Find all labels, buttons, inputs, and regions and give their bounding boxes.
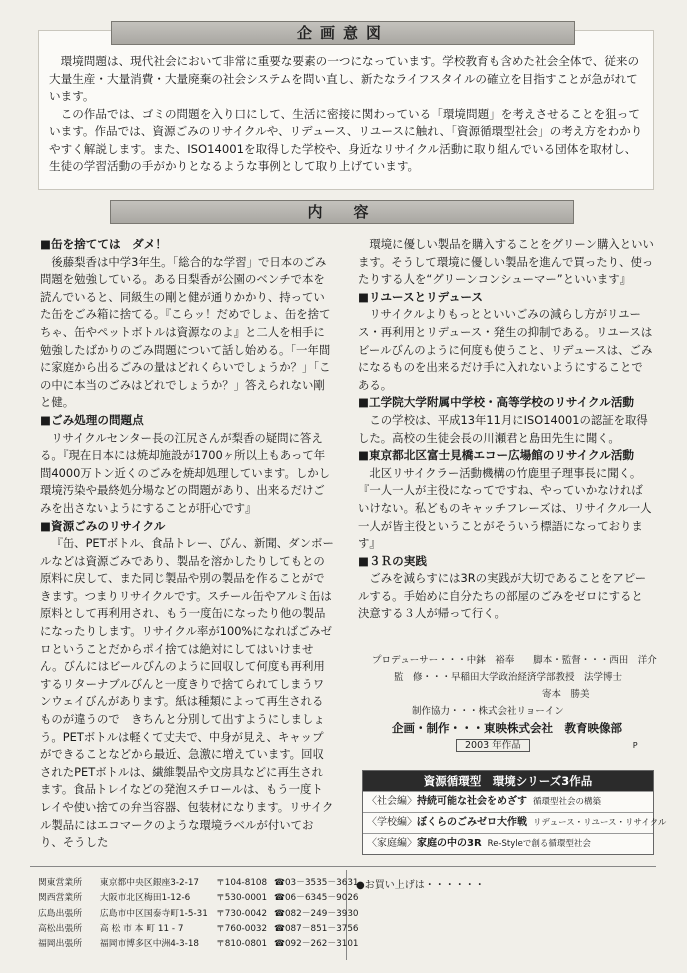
content-right-column [358,236,654,623]
office-name: 高松出張所 [38,923,82,934]
office-row [38,922,359,937]
content-title: 内 容 [110,200,574,224]
section-text: 『缶、PETボトル、食品トレー、びん、新聞、ダンボールなどは資源ごみであり、製品を溶かしたりしてもとの原料に戻して、また同じ製品や別の製品を作ることができます。つまりリサイクルです。スチール缶やアルミ缶は原料として再利用され、もう一度缶になったり他の製品になったりします。リサイクル率が100%になればごみゼロということだからポイ捨ては絶対にしてはいけません。びんにはビールびんのように回収して何度も再利用するリターナブルびんと一度きりで捨てられてしまうワンウェイびんがあります。紙は種類によって再生されるものが違うので きちんと分別して出すようにしましょう。PETボトルは軽くて丈夫で、中身が見え、キャップができることなどから最近、急激に増えています。回収されたPETボトルは、繊維製品や文房具などに再生されます。食品トレイなどの発泡スチロールは、もう一度トレイや使い捨ての弁当容器、包装材になります。リサイクル製品にはエコマークのような環境ラベルが付いており、そうした [40,536,334,850]
series-category: 〈家庭編〉 [367,838,417,849]
series-sub: リデュース・リユース・リサイクル [533,818,667,828]
section-text: リサイクルセンター長の江尻さんが梨香の疑問に答える。『現在日本には焼却施設が1700ヶ所以上もあって年間4000万トン近くのごみを焼却処理しています。しかし環境汚染や最終処分場などの問題があり、出来るだけごみを出さないようにすることが肝心です』 [40,430,331,515]
section-heading: ■ 工学院大学附属中学校・高等学校のリサイクル活動 [358,394,654,412]
series-item [363,833,653,854]
series-name: 持続可能な社会をめざす [417,796,527,807]
series-box [362,770,667,855]
office-zip: 〒810-0801 [215,939,268,950]
office-address: 福岡市博多区中洲4-3-18 [99,939,200,950]
office-row [38,937,359,952]
intro-paragraph-1: 環境問題は、現代社会において非常に重要な要素の一つになっています。学校教育も含めた社会全体で、従来の大量生産・大量消費・大量廃棄の社会システムを問い直し、新たなライフスタイルの確立を目指すことが急がれています。 [49,54,640,103]
office-phone: ☎087－851－3756 [274,923,359,934]
section-text: ごみを減らすには3Rの実践が大切であることをアピールする。手始めに自分たちの部屋のごみをゼロにすると決意する３人が帰って行く。 [358,571,647,621]
office-name: 関東営業所 [38,878,82,888]
credits [372,652,657,754]
section-heading: ■ 東京都北区富士見橋エコー広場館のリサイクル活動 [358,447,654,465]
office-phone: ☎092－262－3101 [274,939,359,950]
supervisor-name: 寄本 勝美 [542,689,590,700]
office-address: 東京都中央区銀座3-2-17 [99,878,200,888]
office-address: 広島市中区国泰寺町1-5-31 [99,908,208,919]
office-phone: ☎03－3535－3631 [274,878,359,888]
purchase-label: ●お買い上げは・・・・・・ [356,880,485,891]
supervisor-credit: 監 修・・・早稲田大学政治経済学部教授 法学博士 [394,672,623,683]
section-text: 北区リサイクラー活動機構の竹鹿里子理事長に聞く。『一人一人が主役になってですね、やっていかなければいけない。私どものキャッチフレーズは、リサイクル一人一人が皆主役ということがそういう標語になっております』 [358,465,652,551]
office-zip: 〒104-8108 [215,878,268,888]
office-row [38,907,359,922]
office-address: 大阪市北区梅田1-12-6 [99,893,191,904]
section-heading: ■ ごみ処理の問題点 [40,412,334,430]
section-text: 後藤梨香は中学3年生。「総合的な学習」で日本のごみ問題を勉強している。ある日梨香が公園のベンチで本を読んでいると、同級生の剛と健が通りかかり、持っていた缶をごみ箱に捨てる。『こらッ！だめでしょ、缶を捨てちゃ、缶やペットボトルは資源なのよ』と二人を相手に勉強したばかりのごみ問題について話し始める。「一年間に家庭から出るごみの量はどれくらいでしょうか？」「この中に本当のごみはどれでしょうか？」答えられない剛と健。 [40,254,331,410]
office-name: 広島出張所 [38,908,82,919]
content-left-column [40,236,334,852]
office-list [38,876,359,952]
intro-title: 企画意図 [111,21,575,45]
production-credit: 企画・制作・・・東映株式会社 教育映像部 [392,721,622,735]
page-mark: P [632,741,638,750]
series-sub: 循環型社会の構築 [533,797,602,807]
series-item [363,812,667,833]
office-phone: ☎082－249－3930 [274,908,359,919]
section-heading: ■ リユースとリデュース [358,289,654,307]
producer-credit: プロデューサー・・・中鉢 裕奉 脚本・監督・・・西田 洋介 [372,655,657,666]
series-item [363,791,653,812]
series-sub: Re-Styleで創る循環型社会 [487,839,591,849]
office-address: 高 松 市 本 町 11 - 7 [99,923,184,934]
office-phone: ☎06－6345－9026 [274,893,359,904]
section-heading: ■ ３Ｒの実践 [358,553,654,571]
section-text: 環境に優しい製品を購入することをグリーン購入といいます。そうして環境に優しい製品を進んで買ったり、使ったりする人を“グリーンコンシューマー”といいます』 [358,237,654,287]
office-name: 関西営業所 [38,893,82,904]
office-row [38,876,359,891]
office-row [38,891,359,906]
section-text: この学校は、平成13年11月にISO14001の認証を取得した。高校の生徒会長の川瀬君と島田先生に聞く。 [358,412,648,445]
series-name: 家庭の中の3R [417,838,482,849]
intro-body [49,53,643,176]
series-title: 資源循環型 環境シリーズ3作品 [363,771,653,791]
series-category: 〈社会編〉 [367,796,417,807]
office-zip: 〒530-0001 [215,893,268,904]
section-heading: ■ 資源ごみのリサイクル [40,518,334,536]
intro-paragraph-2: この作品では、ゴミの問題を入り口にして、生活に密接に関わっている「環境問題」を考えさせることを狙っています。作品では、資源ごみのリサイクルや、リデュース、リユースに触れ、「資源循環型社会」の考え方をわかりやすく解説します。また、ISO14001を取得した学校や、身近なリサイクル活動に取り組んでいる団体を取材し、生徒の学習活動の手がかりとなるような事例として取り上げています。 [49,106,643,173]
footer-divider [30,866,656,867]
year-label: 2003 年作品 [456,739,530,752]
office-name: 福岡出張所 [38,939,82,950]
office-zip: 〒760-0032 [215,923,268,934]
year-row [372,737,652,754]
intro-section [38,24,654,190]
series-category: 〈学校編〉 [367,817,417,828]
section-heading: ■ 缶を捨てては ダメ！ [40,236,334,254]
section-text: リサイクルよりもっとといいごみの減らし方がリユース・再利用とリデュース・発生の抑制である。リユースはビールびんのように何度も使うこと、リデュースは、ごみになるものを出来るだけ手に入れないようにすることである。 [358,307,653,392]
cooperation-credit: 制作協力・・・株式会社リョーイン [412,706,564,717]
office-zip: 〒730-0042 [215,908,268,919]
series-name: ぼくらのごみゼロ大作戦 [417,817,527,828]
